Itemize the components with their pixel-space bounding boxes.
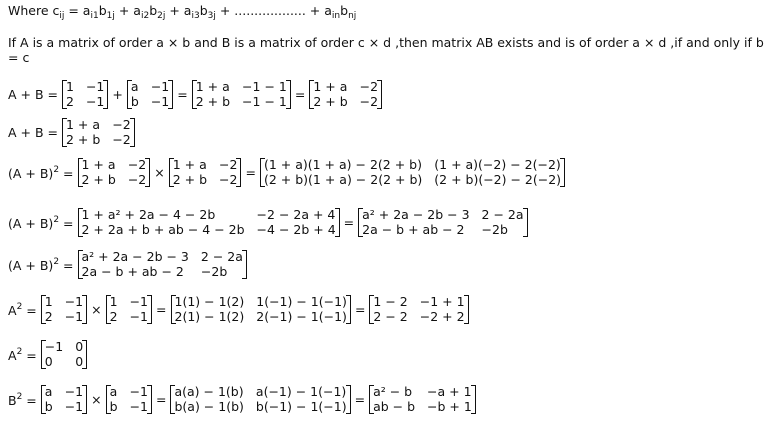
operator: = — [156, 302, 167, 317]
matrix-cell: 1 + a — [172, 157, 207, 172]
matrix — [41, 385, 87, 414]
matrix-cell: 2a − b + ab − 2 — [81, 264, 184, 279]
matrix-cell: −2b — [481, 222, 508, 237]
lhs-equals: = — [22, 392, 37, 408]
lhs-text: (A + B) — [8, 215, 54, 231]
equation-row — [8, 118, 135, 147]
matrix-cell: 0 — [44, 354, 53, 369]
matrix-cell: −1 — [85, 79, 105, 94]
matrix-cell: −2 — [112, 132, 131, 147]
operator: × — [154, 165, 165, 180]
text: + .................. + a — [215, 3, 332, 18]
matrix — [369, 295, 468, 324]
subscript: nj — [348, 11, 357, 21]
matrix-cell: −2 + 2 — [419, 309, 465, 324]
matrix — [169, 158, 242, 187]
exponent: 2 — [53, 256, 60, 267]
matrix-cell: 1 — [44, 294, 53, 309]
matrix-cell: −2 — [112, 117, 131, 132]
matrix — [106, 295, 152, 324]
matrix — [192, 80, 291, 109]
subscript: 3j — [207, 11, 216, 21]
operator: = — [177, 87, 188, 102]
matrix-cell: −2 — [127, 172, 147, 187]
matrix-cell: 1 + a — [313, 79, 348, 94]
matrix-cell: b — [109, 399, 118, 414]
matrix-cell: 1 + a² + 2a − 4 − 2b — [81, 207, 216, 222]
matrix-cell: −2 — [359, 79, 379, 94]
operator: = — [343, 215, 355, 230]
lhs-text: A + B = — [8, 87, 58, 102]
exponent: 2 — [53, 164, 60, 175]
matrix — [309, 80, 382, 109]
matrix-cell: a(−1) − 1(−1) — [255, 384, 347, 399]
matrix-cell: −1 — [64, 399, 84, 414]
matrix — [127, 80, 173, 109]
matrix-cell: −2b — [200, 264, 228, 279]
matrix — [62, 80, 108, 109]
matrix-cell: 2 + b — [172, 172, 208, 187]
matrix — [260, 158, 565, 187]
equation-lhs — [8, 347, 37, 363]
matrix-cell: −1 — [64, 294, 84, 309]
matrix-cell: 1 — [109, 294, 118, 309]
text: + a — [114, 3, 141, 18]
matrix-cell: 2 — [109, 309, 118, 324]
matrix-cell: 2 − 2a — [481, 207, 524, 222]
equation-row — [8, 295, 469, 324]
equation-lhs — [8, 87, 58, 102]
matrix-cell: 2(1) − 1(2) — [174, 309, 245, 324]
matrix-cell: 2 — [44, 309, 53, 324]
lhs-equals: = — [59, 257, 74, 273]
equation-row — [8, 385, 476, 414]
matrix — [78, 208, 340, 237]
matrix-cell: −2 — [219, 157, 238, 172]
matrix-cell: 2 − 2a — [200, 249, 243, 264]
matrix-cell: −1 + 1 — [419, 294, 465, 309]
matrix-cell: 2 − 2 — [373, 309, 408, 324]
text: b — [340, 3, 349, 18]
equation-row — [8, 158, 565, 187]
matrix — [170, 385, 350, 414]
text: + a — [165, 3, 192, 18]
operator: × — [91, 302, 102, 317]
matrix-cell: −2 — [219, 172, 238, 187]
matrix — [62, 118, 135, 147]
matrix-cell: 1 − 2 — [373, 294, 408, 309]
matrix-cell: a² + 2a − 2b − 3 — [362, 207, 470, 222]
operator: = — [354, 392, 366, 407]
text: b — [199, 3, 208, 18]
text: = a — [64, 3, 91, 18]
matrix — [358, 208, 527, 237]
subscript: ij — [59, 11, 65, 21]
matrix-cell: 0 — [75, 354, 84, 369]
matrix-cell: −1 — [64, 309, 84, 324]
text: b — [98, 3, 107, 18]
matrix-cell: 1 + a — [195, 79, 230, 94]
matrix — [41, 340, 87, 369]
matrix-cell: 1 + a — [81, 157, 116, 172]
matrix-cell: 1(−1) − 1(−1) — [256, 294, 347, 309]
matrix-cell: 2(−1) − 1(−1) — [256, 309, 347, 324]
matrix-cell: 1 + a — [66, 117, 101, 132]
matrix-cell: −1 — [129, 309, 149, 324]
lhs-text: A — [8, 302, 17, 318]
lhs-equals: = — [22, 302, 37, 318]
matrix-cell: 2 + b — [66, 132, 101, 147]
exponent: 2 — [16, 391, 23, 402]
definition-line — [8, 3, 356, 24]
subscript: i1 — [90, 11, 99, 21]
matrix-cell: −1 — [129, 384, 148, 399]
matrix — [78, 250, 247, 279]
lhs-equals: = — [59, 165, 74, 181]
matrix-cell: −2 — [359, 94, 379, 109]
text: b — [149, 3, 158, 18]
matrix-cell: −1 — [85, 94, 105, 109]
matrix — [171, 295, 351, 324]
equation-row — [8, 208, 528, 237]
matrix-cell: 2 + 2a + b + ab − 4 − 2b — [81, 222, 245, 237]
exponent: 2 — [53, 214, 60, 225]
matrix-cell: −2 — [127, 157, 147, 172]
matrix-cell: 2 + b — [81, 172, 116, 187]
lhs-text: B — [8, 392, 17, 408]
operator: + — [112, 87, 123, 102]
operator: × — [91, 392, 102, 407]
matrix-cell: 2 — [66, 94, 74, 109]
matrix-cell: a — [44, 384, 53, 399]
matrix-cell: a(a) − 1(b) — [174, 384, 244, 399]
exponent: 2 — [16, 301, 23, 312]
matrix-cell: 1(1) − 1(2) — [174, 294, 245, 309]
matrix-cell: 2 + b — [195, 94, 231, 109]
matrix-cell: a² + 2a − 2b − 3 — [81, 249, 189, 264]
matrix-cell: (2 + b)(−2) − 2(−2) — [434, 172, 562, 187]
matrix-cell: 1 — [66, 79, 74, 94]
text: Where c — [8, 3, 60, 18]
matrix-cell: (1 + a)(1 + a) − 2(2 + b) — [263, 157, 422, 172]
subscript: 1j — [106, 11, 115, 21]
equation-lhs — [8, 302, 37, 318]
lhs-text: (A + B) — [8, 257, 54, 273]
matrix-cell: −1 — [44, 339, 64, 354]
matrix-cell: −1 — [150, 79, 170, 94]
operator: = — [354, 302, 366, 317]
matrix — [41, 295, 87, 324]
matrix-cell: 2a − b + ab − 2 — [362, 222, 465, 237]
matrix-cell: (1 + a)(−2) − 2(−2) — [434, 157, 561, 172]
operator: = — [156, 392, 167, 407]
matrix-cell: a² − b — [373, 384, 413, 399]
matrix-cell: −1 — [129, 294, 149, 309]
equation-row — [8, 250, 247, 279]
matrix — [78, 158, 151, 187]
matrix-cell: −1 − 1 — [242, 94, 287, 109]
matrix-cell: a — [109, 384, 118, 399]
subscript: i2 — [140, 11, 150, 21]
subscript: in — [331, 11, 341, 21]
lhs-equals: = — [22, 347, 37, 363]
equation-lhs — [8, 125, 58, 140]
matrix-cell: −1 — [64, 384, 84, 399]
matrix-cell: (2 + b)(1 + a) − 2(2 + b) — [263, 172, 423, 187]
matrix-cell: a — [130, 79, 139, 94]
matrix-cell: −a + 1 — [427, 384, 472, 399]
operator: = — [245, 165, 256, 180]
operator: = — [294, 87, 306, 102]
exponent: 2 — [16, 346, 23, 357]
lhs-text: A + B = — [8, 125, 58, 140]
matrix-cell: ab − b — [373, 399, 416, 414]
lhs-text: A — [8, 347, 17, 363]
lhs-equals: = — [59, 215, 74, 231]
matrix-cell: 2 + b — [313, 94, 348, 109]
matrix-cell: −1 − 1 — [242, 79, 287, 94]
equation-lhs — [8, 392, 37, 408]
condition-paragraph: If A is a matrix of order a × b and B is a matrix of order c × d ,then matrix AB exists and is of order a × d ,if and only if b = c — [8, 35, 764, 65]
equation-lhs — [8, 165, 74, 181]
equation-row — [8, 340, 87, 369]
matrix — [369, 385, 476, 414]
matrix-cell: b(a) − 1(b) — [174, 399, 244, 414]
equation-row — [8, 80, 382, 109]
matrix — [106, 385, 152, 414]
matrix-cell: b(−1) − 1(−1) — [255, 399, 347, 414]
matrix-cell: −b + 1 — [427, 399, 472, 414]
equation-lhs — [8, 257, 74, 273]
lhs-text: (A + B) — [8, 165, 54, 181]
equation-lhs — [8, 215, 74, 231]
subscript: 2j — [157, 11, 166, 21]
matrix-cell: 0 — [75, 339, 84, 354]
matrix-cell: −4 − 2b + 4 — [256, 222, 336, 237]
matrix-cell: −1 — [150, 94, 170, 109]
subscript: i3 — [191, 11, 200, 21]
matrix-cell: −2 − 2a + 4 — [256, 207, 336, 222]
matrix-cell: b — [130, 94, 139, 109]
matrix-cell: b — [44, 399, 53, 414]
matrix-cell: −1 — [129, 399, 148, 414]
